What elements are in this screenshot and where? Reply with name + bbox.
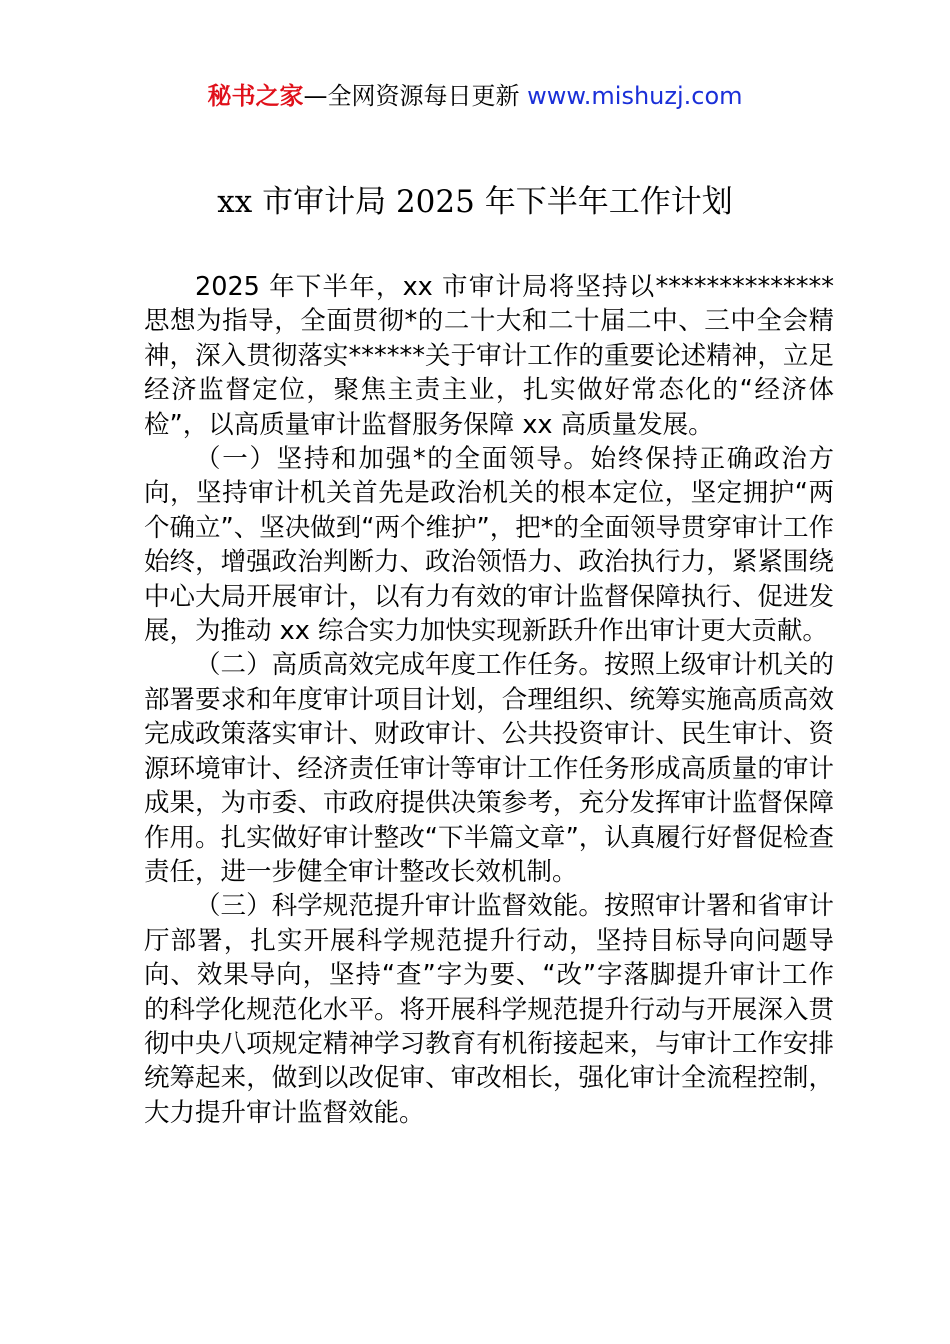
section-1-paragraph: （一）坚持和加强*的全面领导。始终保持正确政治方向，坚持审计机关首先是政治机关的根本定位，坚定拥护“两个确立”、坚决做到“两个维护”，把*的全面领导贯穿审计工作始终，增强政治判断力、政治领悟力、政治执行力，紧紧围绕中心大局开展审计，以有力有效的审计监督保障执行、促进发展，为推动 xx 综合实力加快实现新跃升作出审计更大贡献。 bbox=[144, 444, 834, 647]
site-brand: 秘书之家 bbox=[207, 82, 304, 110]
section-3-paragraph: （三）科学规范提升审计监督效能。按照审计署和省审计厅部署，扎实开展科学规范提升行动，坚持目标导向问题导向、效果导向，坚持“查”字为要、“改”字落脚提升审计工作的科学化规范化水平。将开展科学规范提升行动与开展深入贯彻中央八项规定精神学习教育有机衔接起来，与审计工作安排统筹起来，做到以改促审、审改相长，强化审计全流程控制，大力提升审计监督效能。 bbox=[144, 891, 834, 1128]
intro-paragraph: 2025 年下半年，xx 市审计局将坚持以**************思想为指导，全面贯彻*的二十大和二十届二中、三中全会精神，深入贯彻落实******关于审计工作的重要论述精神，立足经济监督定位，聚焦主责主业，扎实做好常态化的“经济体检”，以高质量审计监督服务保障 xx 高质量发展。 bbox=[144, 272, 834, 440]
section-2-paragraph: （二）高质高效完成年度工作任务。按照上级审计机关的部署要求和年度审计项目计划，合理组织、统筹实施高质高效完成政策落实审计、财政审计、公共投资审计、民生审计、资源环境审计、经济责任审计等审计工作任务形成高质量的审计成果，为市委、市政府提供决策参考，充分发挥审计监督保障作用。扎实做好审计整改“下半篇文章”，认真履行好督促检查责任，进一步健全审计整改长效机制。 bbox=[144, 650, 834, 887]
site-tagline: —全网资源每日更新 bbox=[303, 82, 528, 110]
site-header bbox=[0, 80, 950, 112]
site-url-link[interactable]: www.mishuzj.com bbox=[527, 82, 743, 110]
document-title: xx 市审计局 2025 年下半年工作计划 bbox=[217, 184, 733, 220]
document-body bbox=[144, 270, 834, 1130]
